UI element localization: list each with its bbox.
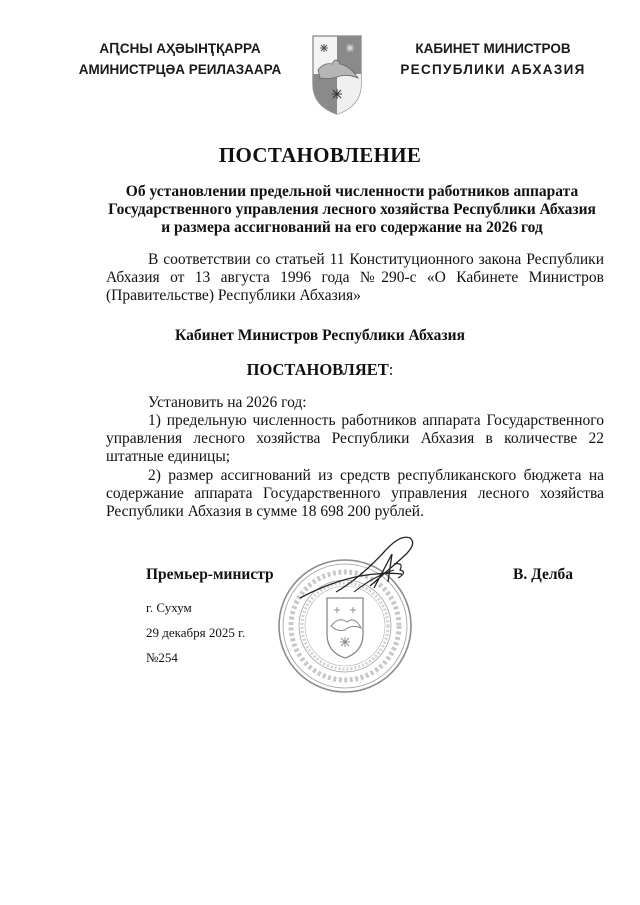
header-left-line1: АԤСНЫ АҲӘЫНҬҚАРРА: [99, 41, 261, 56]
header-right-line2: РЕСПУБЛИКИ АБХАЗИЯ: [400, 62, 586, 77]
legal-basis-paragraph: В соответствии со статьей 11 Конституционного закона Республики Абхазия от 13 августа 1996 года №290-с «О Кабинете Министров (Правительстве) Республики Абхазия»: [106, 251, 604, 304]
header-right-line1: КАБИНЕТ МИНИСТРОВ: [415, 41, 571, 56]
subject-line: и размера ассигнований на его содержание на 2026 год: [161, 219, 543, 236]
signatory-role: Премьер-министр: [146, 566, 274, 583]
document-subject: [96, 183, 608, 237]
subject-line: Государственного управления лесного хозяйства Республики Абхазия: [108, 201, 596, 218]
header-left-line2: АМИНИСТРЦӘА РЕИЛАЗААРА: [78, 62, 282, 77]
header-right-russian: [382, 38, 604, 80]
abkhazia-coat-of-arms-icon: [310, 34, 364, 116]
decree-item: 1) предельную численность работников аппарата Государственного управления лесного хозяйства Республики Абхазия в количестве 22 штатные единицы;: [106, 412, 604, 465]
subject-line: Об установлении предельной численности работников аппарата: [125, 183, 579, 200]
issue-city: г. Сухум: [146, 600, 192, 615]
document-number: №254: [146, 650, 178, 665]
issuer-heading: Кабинет Министров Республики Абхазия: [175, 327, 465, 344]
document-type-title: ПОСТАНОВЛЕНИЕ: [218, 143, 422, 167]
decree-word: ПОСТАНОВЛЯЕТ: [246, 360, 389, 379]
header-left-abkhaz: [60, 38, 300, 80]
decree-item: 2) размер ассигнований из средств республиканского бюджета на содержание аппарата Государственного управления лесного хозяйства Республики Абхазия в сумме 18 698 200 рублей.: [106, 467, 604, 520]
issue-date: 29 декабря 2025 г.: [146, 625, 246, 640]
handwritten-signature-icon: [290, 532, 430, 602]
decree-heading: [0, 360, 640, 380]
signatory-name: В. Делба: [513, 566, 574, 583]
decree-colon: :: [388, 360, 394, 379]
set-intro: Установить на 2026 год:: [148, 394, 307, 411]
